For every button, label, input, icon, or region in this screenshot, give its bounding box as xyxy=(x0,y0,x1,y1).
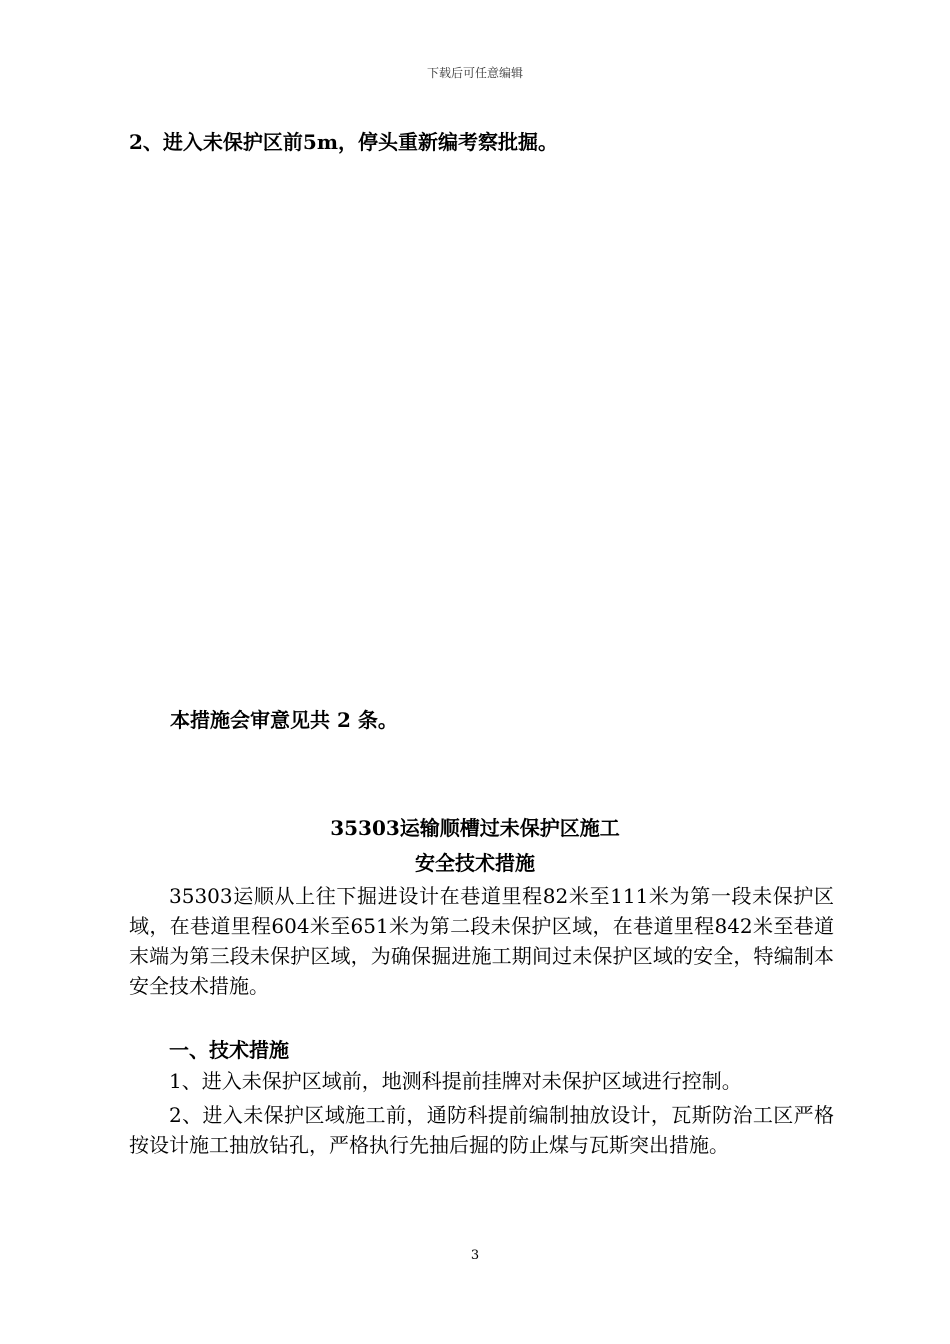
page-header-note: 下载后可任意编辑 xyxy=(426,66,523,80)
intro-paragraph-text: 35303运顺从上往下掘进设计在巷道里程82米至111米为第一段未保护区域，在巷道里程604米至651米为第二段未保护区域，在巷道里程842米至巷道末端为第三段未保护区域，为确保掘进施工期间过未保护区域的安全，特编制本安全技术措施。 xyxy=(129,884,834,998)
page-number: 3 xyxy=(470,1248,480,1263)
review-item-2: 2、进入未保护区前5m，停头重新编考察批掘。 xyxy=(129,130,558,154)
section-heading-technical-measures: 一、技术措施 xyxy=(169,1038,289,1062)
document-title-line-2: 安全技术措施 xyxy=(415,851,535,875)
measure-item-1-text: 1、进入未保护区域前，地测科提前挂牌对未保护区域进行控制。 xyxy=(169,1069,742,1093)
measure-item-1 xyxy=(129,1066,834,1096)
document-title-line-1: 35303运输顺槽过未保护区施工 xyxy=(330,816,620,840)
review-summary: 本措施会审意见共 2 条。 xyxy=(170,708,398,732)
measure-item-2-text: 2、进入未保护区域施工前，通防科提前编制抽放设计，瓦斯防治工区严格按设计施工抽放钻孔，严格执行先抽后掘的防止煤与瓦斯突出措施。 xyxy=(129,1103,834,1157)
measure-item-2 xyxy=(129,1100,834,1160)
intro-paragraph xyxy=(129,881,834,1001)
